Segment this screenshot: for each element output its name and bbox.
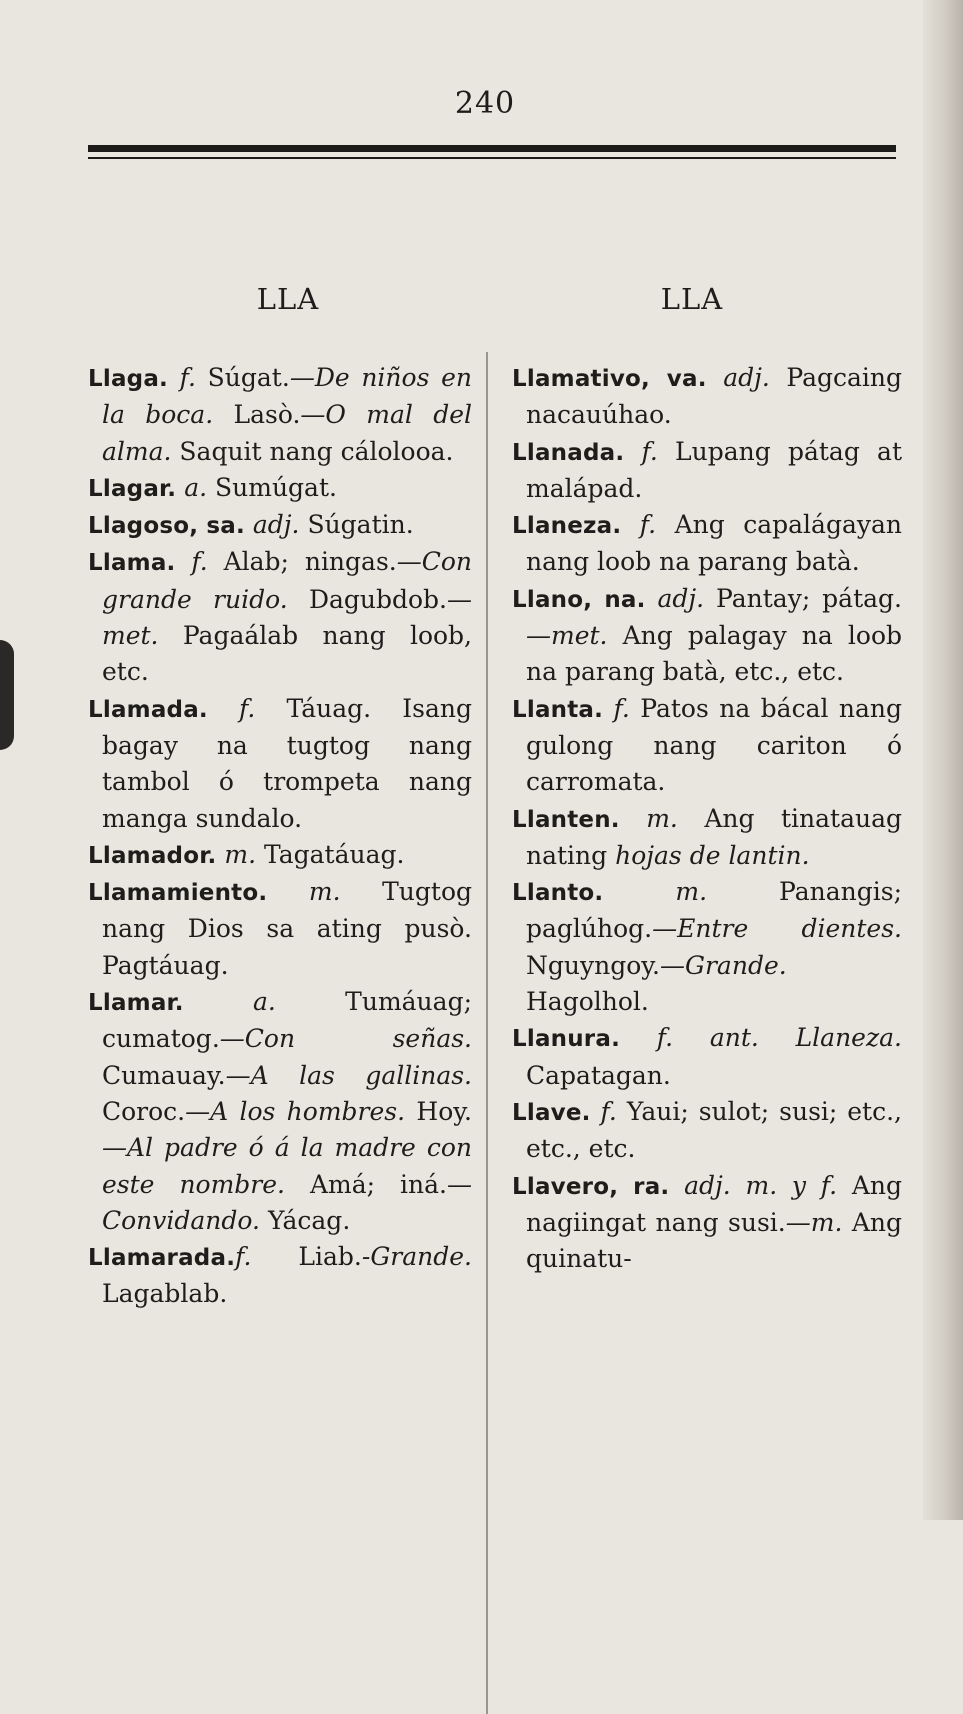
definition: Liab. (298, 1242, 362, 1272)
headword: Llanada. (512, 439, 625, 466)
definition: Ang palagay na loob na parang batà, etc., etc. (526, 621, 903, 687)
definition: Yaui; sulot; susi; etc., etc., etc. (526, 1096, 902, 1164)
grammar-tag: f. (235, 1242, 252, 1272)
sub-phrase: —Al padre ó á la madre con este nombre. (102, 1133, 472, 1199)
sub-phrase: —m. (785, 1207, 843, 1237)
grammar-tag: m. (675, 877, 708, 907)
definition: Lagablab. (102, 1279, 228, 1309)
headword: Llamarada. (88, 1245, 236, 1272)
grammar-tag: f. (191, 547, 208, 577)
dictionary-entry (88, 1239, 472, 1313)
sub-phrase: Llaneza. (795, 1023, 902, 1053)
dictionary-entry (88, 984, 472, 1239)
grammar-tag: adj. m. y f. (684, 1170, 838, 1200)
page-edge-shadow (923, 0, 963, 1520)
definition: Saquit nang cálolooa. (179, 436, 454, 466)
dictionary-entry (512, 874, 902, 1020)
grammar-tag: adj. (723, 363, 770, 392)
definition: Cumauay. (102, 1060, 226, 1090)
definition: Hoy. (416, 1096, 472, 1126)
definition: Amá; iná. (309, 1169, 447, 1199)
definition: Ang capalágayan nang loob na parang batà. (526, 510, 902, 577)
definition: Patos na bácal nang gulong nang cariton ó carromata. (526, 693, 903, 797)
header-rule-thin (88, 157, 896, 159)
page-number: 240 (454, 86, 516, 121)
sub-phrase: —Con señas. (219, 1024, 472, 1054)
headword: Llanto. (512, 880, 604, 907)
grammar-tag: f. ant. (656, 1023, 759, 1053)
headword: Llamada. (88, 696, 208, 723)
grammar-tag: f. (179, 363, 196, 392)
sub-phrase: —Entre dientes. (652, 914, 902, 944)
sub-phrase: hojas de lantin. (615, 840, 810, 870)
grammar-tag: f. (239, 693, 256, 723)
dictionary-entry (88, 691, 472, 837)
sub-phrase: —De niños en la boca. (102, 363, 472, 430)
left-column (88, 360, 472, 1313)
dictionary-entry (512, 360, 902, 434)
definition: Capatagan. (526, 1060, 671, 1090)
definition: Lasò. (233, 400, 301, 430)
headword: Llagar. (88, 475, 177, 502)
definition: Yácag. (267, 1205, 351, 1235)
sub-phrase: —met. (526, 621, 608, 651)
sub-phrase: —Grande. (660, 950, 787, 980)
sub-phrase: —A los hombres. (185, 1096, 406, 1126)
headword: Llamar. (88, 990, 184, 1017)
headword: Llavero, ra. (512, 1173, 670, 1200)
headword: Llamamiento. (88, 880, 268, 907)
headword: Llave. (512, 1099, 591, 1126)
definition: Alab; ningas. (223, 547, 397, 577)
grammar-tag: m. (646, 803, 678, 833)
definition: Pagaálab nang loob, etc. (102, 621, 472, 687)
dictionary-entry (88, 360, 472, 470)
dictionary-entry (512, 581, 902, 691)
headword: Llanura. (512, 1026, 621, 1053)
definition: Pagcaing nacauúhao. (526, 363, 902, 430)
headword: Llamador. (88, 842, 217, 869)
definition: Ang nagiingat nang susi. (526, 1170, 903, 1237)
dictionary-entry (88, 874, 472, 984)
headword: Llama. (88, 550, 176, 577)
definition: Coroc. (102, 1096, 186, 1126)
dictionary-entry (512, 691, 902, 801)
headword: Llanten. (512, 806, 620, 833)
grammar-tag: f. (613, 693, 630, 723)
definition: Hagolhol. (526, 987, 649, 1017)
definition: Ang quinatu- (526, 1207, 902, 1274)
dictionary-entry (512, 507, 902, 581)
dictionary-entry (88, 544, 472, 690)
grammar-tag: adj. (657, 583, 705, 613)
grammar-tag: f. (639, 510, 657, 540)
headword: Llagoso, sa. (88, 513, 245, 540)
definition: Pantay; pátag. (716, 583, 902, 613)
headword: Llaga. (88, 366, 168, 392)
definition: Lupang pátag at malápad. (526, 436, 902, 503)
sub-phrase: —met. (102, 584, 472, 651)
headword: Llamativo, va. (512, 366, 707, 392)
dictionary-entry (512, 1020, 902, 1094)
definition: Súgat. (207, 363, 290, 392)
grammar-tag: m. (224, 839, 257, 869)
definition: Nguyngoy. (526, 950, 661, 980)
definition: Dagubdob. (308, 584, 447, 614)
definition: Tagatáuag. (263, 839, 405, 869)
headword: Llanta. (512, 696, 604, 723)
grammar-tag: f. (641, 436, 658, 466)
dictionary-entry (88, 470, 472, 507)
dictionary-entry (88, 507, 472, 544)
definition: Tumáuag; cumatog. (102, 987, 472, 1054)
sub-phrase: —Con grande ruido. (102, 547, 473, 614)
grammar-tag: a. (184, 472, 208, 502)
dictionary-entry (512, 434, 902, 508)
sub-phrase: -Grande. (361, 1242, 472, 1272)
grammar-tag: a. (253, 987, 276, 1017)
binding-hole (0, 640, 14, 750)
header-rule-thick (88, 145, 896, 152)
dictionary-entry (88, 837, 472, 874)
definition: Panangis; paglúhog. (526, 877, 902, 944)
dictionary-entry (512, 801, 902, 875)
definition: Ang tinatauag nating (526, 803, 902, 870)
grammar-tag: m. (308, 877, 341, 907)
definition: Tugtog nang Dios sa ating pusò. Pagtáuag. (102, 877, 473, 980)
left-column-header: LLA (256, 282, 320, 316)
sub-phrase: —O mal del alma. (102, 400, 472, 466)
headword: Llaneza. (512, 513, 622, 540)
column-divider (486, 352, 488, 1714)
headword: Llano, na. (512, 586, 646, 613)
sub-phrase: —A las gallinas. (225, 1060, 472, 1090)
dictionary-entry (512, 1094, 902, 1168)
sub-phrase: —Convidando. (102, 1169, 472, 1235)
definition: Súgatin. (307, 510, 414, 540)
right-column (512, 360, 902, 1277)
grammar-tag: adj. (252, 510, 300, 540)
right-column-header: LLA (660, 282, 724, 316)
definition: Sumúgat. (215, 472, 337, 502)
dictionary-entry (512, 1168, 902, 1278)
definition: Táuag. Isang bagay na tugtog nang tambol ó trompeta nang manga sundalo. (102, 693, 473, 833)
grammar-tag: f. (600, 1096, 617, 1126)
